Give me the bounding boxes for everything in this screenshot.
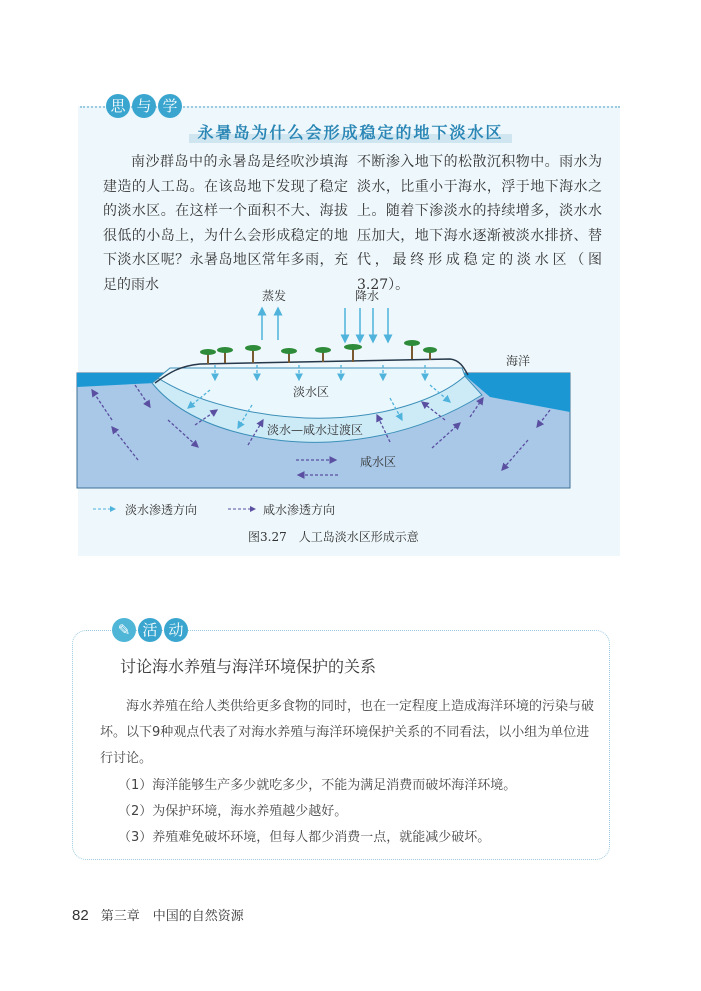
transition-zone-label: 淡水—咸水过渡区 [267, 423, 364, 437]
precipitation-label: 降水 [355, 289, 380, 303]
section-title-text: 永暑岛为什么会形成稳定的地下淡水区 [189, 120, 511, 143]
precipitation-arrows [345, 308, 388, 342]
paragraph: 海水养殖在给人类供给更多食物的同时，也在一定程度上造成海洋环境的污染与破坏。以下9种观点代表了对海水养殖与海洋环境保护关系的不同看法，以小组为单位进行讨论。 [100, 699, 595, 766]
saline-zone-label: 咸水区 [360, 455, 397, 469]
activity-badge [112, 618, 188, 642]
section-title [0, 120, 701, 143]
badge-char: 与 [132, 94, 156, 118]
chapter-title: 第三章 中国的自然资源 [100, 909, 244, 924]
evaporation-label: 蒸发 [262, 289, 287, 303]
badge-char: 动 [164, 618, 188, 642]
page-footer [72, 905, 244, 924]
island-freshwater-diagram [70, 280, 630, 550]
paragraph: 不断渗入地下的松散沉积物中。雨水为淡水，比重小于海水，浮于地下海水之上。随着下渗淡水的持续增多，淡水水压加大，地下海水逐渐被淡水排挤、替代，最终形成稳定的淡水区（图3.27）。 [357, 154, 602, 293]
ocean-label: 海洋 [506, 354, 531, 368]
badge-icon: ✎ [112, 618, 136, 642]
list-item: （3）养殖难免破坏环境，但每人都少消费一点，就能减少破坏。 [118, 830, 491, 845]
right-column-text [357, 150, 602, 297]
list-item: （1）海洋能够生产多少就吃多少，不能为满足消费而破坏海洋环境。 [118, 778, 517, 793]
figure-caption: 图3.27 人工岛淡水区形成示意 [248, 530, 419, 544]
activity-items [118, 773, 618, 851]
activity-paragraph [100, 694, 600, 772]
left-column-text [103, 150, 348, 297]
activity-title: 讨论海水养殖与海洋环境保护的关系 [120, 657, 377, 676]
legend-saline-label: 咸水渗透方向 [263, 503, 336, 517]
badge-char: 活 [138, 618, 162, 642]
badge-char: 学 [158, 94, 182, 118]
legend-fresh-label: 淡水渗透方向 [125, 503, 198, 517]
fresh-zone-label: 淡水区 [293, 385, 330, 399]
evaporation-arrows [262, 308, 278, 340]
badge-char: 思 [106, 94, 130, 118]
paragraph: 南沙群岛中的永暑岛是经吹沙填海建造的人工岛。在该岛地下发现了稳定的淡水区。在这样一个面积不大、海拔很低的小岛上，为什么会形成稳定的地下淡水区呢？永暑岛地区常年多雨，充足的雨水 [103, 154, 348, 293]
page-number: 82 [72, 907, 89, 924]
list-item: （2）为保护环境，海水养殖越少越好。 [118, 804, 348, 819]
think-learn-badge [106, 94, 182, 118]
